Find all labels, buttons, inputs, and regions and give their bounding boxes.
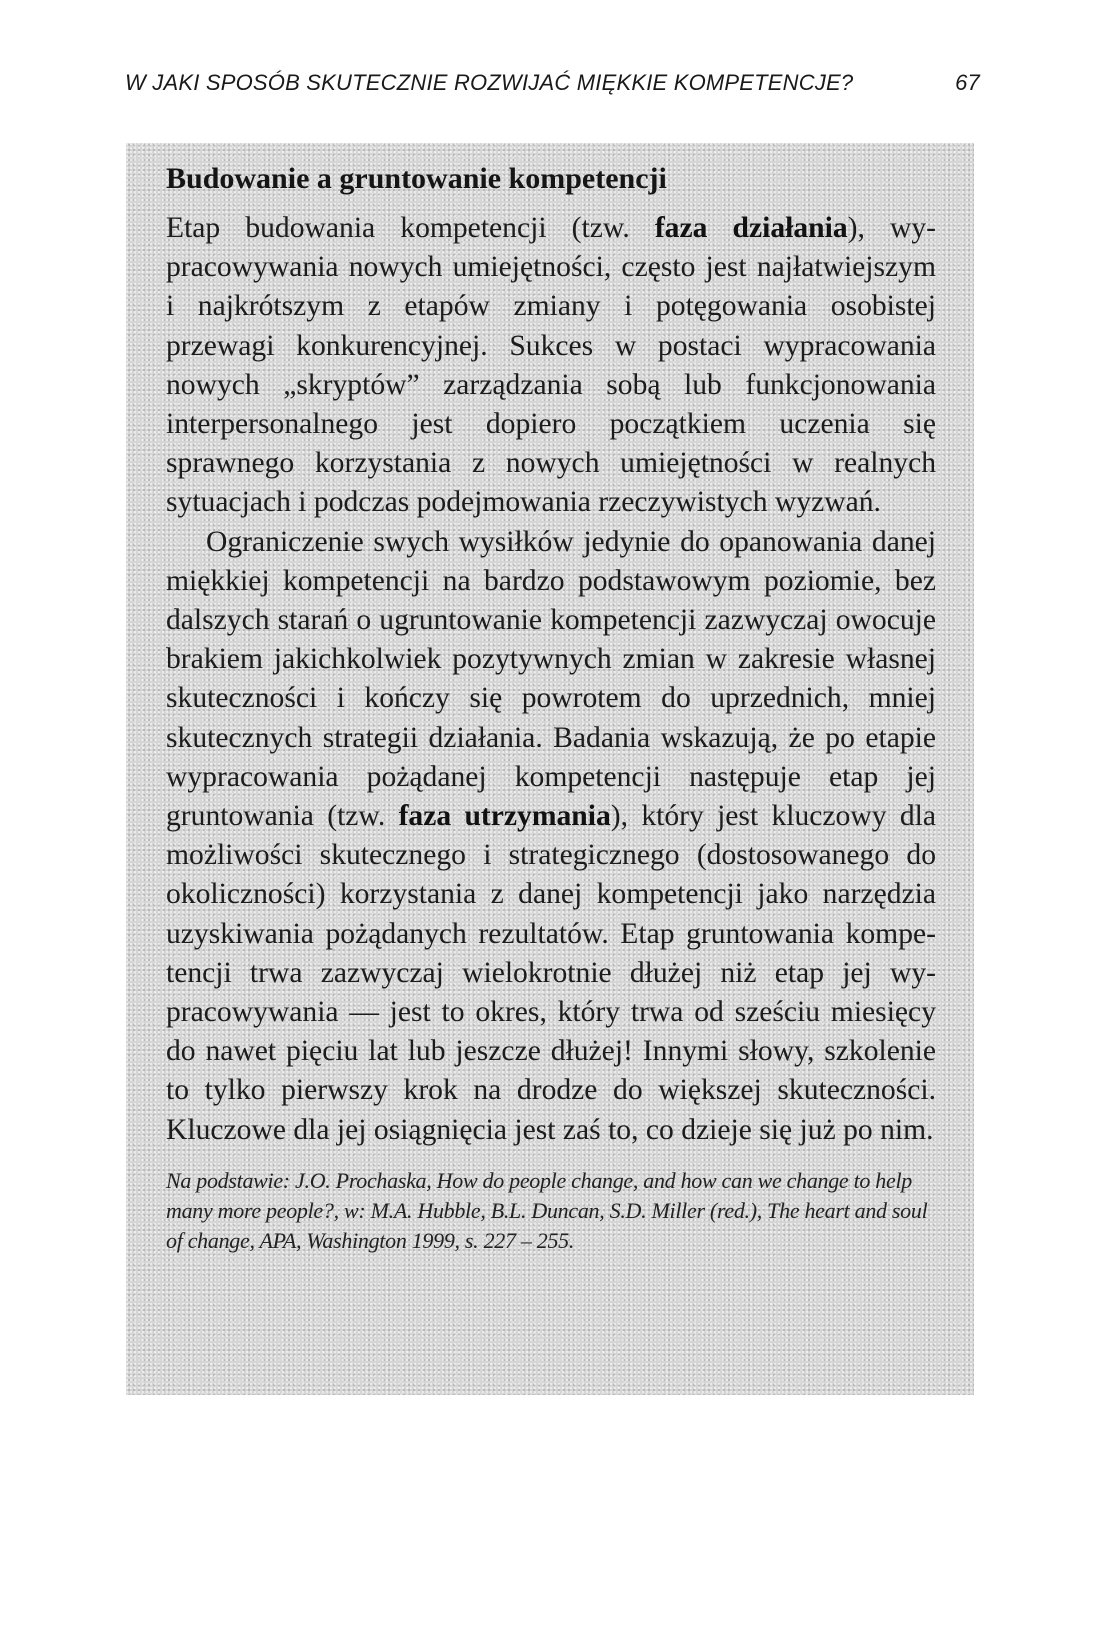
paragraph-1 <box>166 209 936 523</box>
paragraph-2 <box>166 523 936 1150</box>
paragraph-1-text-2: ), wypracowywania nowych umiejętności, często jest najłatwiejszym i najkrótszym z etapów zmiany i potęgowania osobistej przewagi konkurencyjnej. Sukces w postaci wypracowania nowych „skryptów” zarządzania sobą lub funkcjonowania interpersonalnego jest dopiero początkiem uczenia się sprawnego korzystania z nowych umiejętności w realnych sytuacjach i podczas podejmowania rzeczywistych wyzwań. <box>166 212 937 519</box>
paragraph-2-text-2: ), który jest kluczowy dla możliwości skutecznego i strategicznego (dostosowanego do okoliczności) korzystania z danej kompetencji jako narzędzia uzyskiwania pożądanych rezultatów. Etap gruntowania kompetencji trwa zazwyczaj wielokrotnie dłużej niż etap jej wypracowywania — jest to okres, który trwa od sześciu miesięcy do nawet pięciu lat lub jeszcze dłużej! Innymi słowy, szkolenie to tylko pierwszy krok na drodze do większej skuteczności. Kluczowe dla jej osiągnięcia jest zaś to, co dzieje się już po nim. <box>166 800 936 1146</box>
running-head-title: W JAKI SPOSÓB SKUTECZNIE ROZWIJAĆ MIĘKKIE KOMPETENCJE? <box>125 70 854 95</box>
box-heading: Budowanie a gruntowanie kompetencji <box>166 162 667 195</box>
shaded-text-box <box>126 143 974 1395</box>
page-number: 67 <box>955 70 980 95</box>
term-faza-dzialania: faza działania <box>654 212 848 244</box>
paragraph-2-text-1: Ograniczenie swych wysiłków jedynie do opanowania danej miękkiej kompetencji na bardzo podstawowym poziomie, bez dalszych starań o ugruntowanie kompetencji zazwyczaj owocuje brakiem jakichkolwiek pozytywnych zmian w zakresie własnej skuteczności i kończy się powrotem do uprzednich, mniej skutecznych strategii działania. Badania wskazują, że po etapie wypracowania pożądanej kompetencji następuje etap jej gruntowania (tzw. <box>166 525 936 833</box>
running-head <box>125 70 980 104</box>
term-faza-utrzymania: faza utrzymania <box>398 800 611 833</box>
source-note: Na podstawie: J.O. Prochaska, How do people change, and how can we change to help many more people?, w: M.A. Hubble, B.L. Duncan, S.D. Miller (red.), The heart and soul of change, APA, Washington 1999, s. 227 – 255. <box>166 1167 928 1253</box>
paragraph-1-text-1: Etap budowania kompetencji (tzw. <box>166 212 655 244</box>
